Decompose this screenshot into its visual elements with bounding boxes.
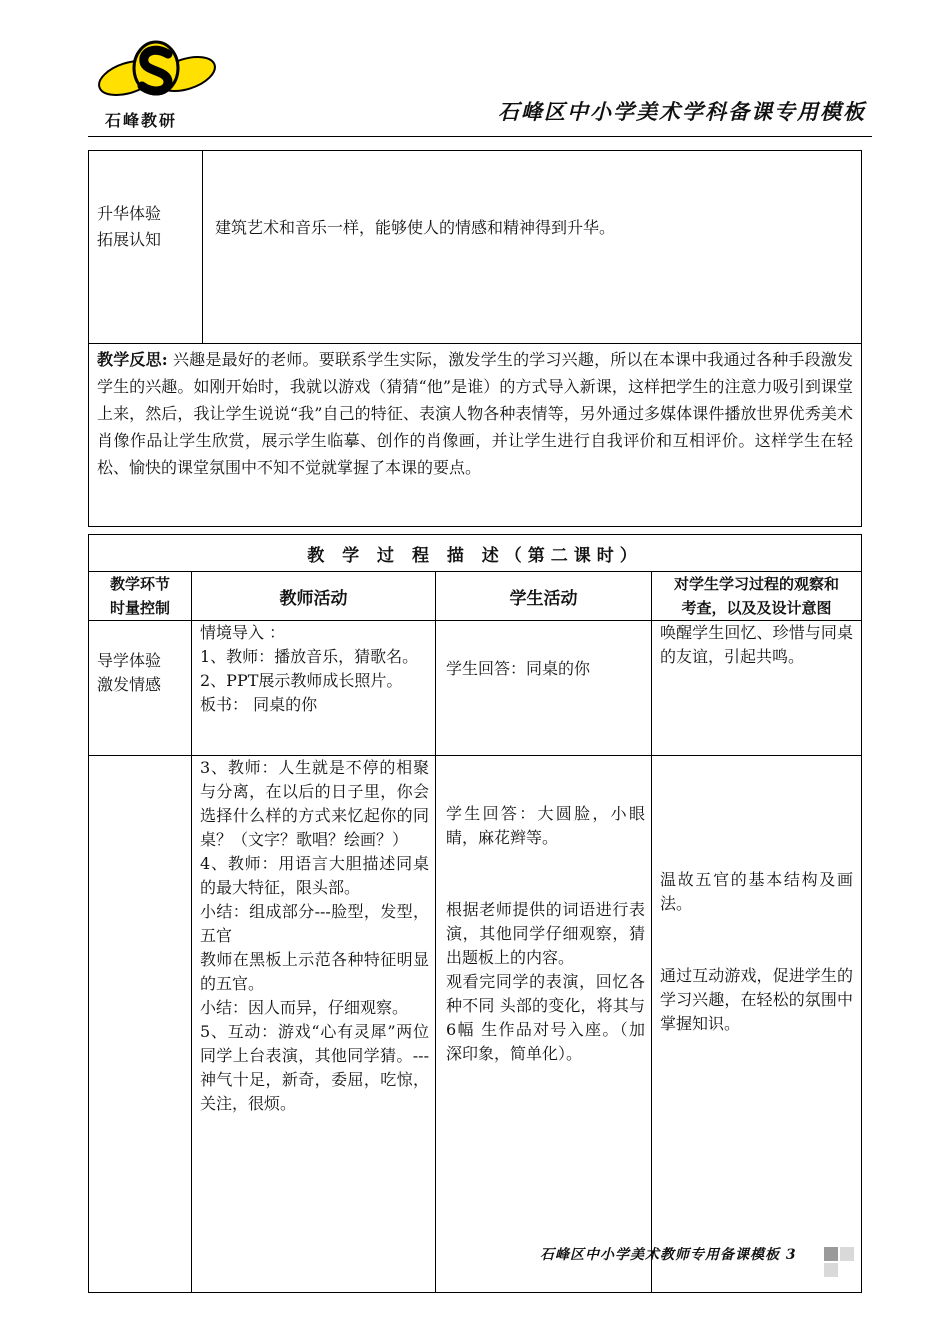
footer-square-icon (840, 1247, 854, 1261)
footer-square-icon (824, 1247, 838, 1261)
header-stage: 教学环节 时量控制 (89, 572, 192, 621)
logo-text: 石峰教研 (105, 111, 178, 130)
row1-teacher: 情境导入 ： 1、教师：播放音乐，猜歌名。 2、PPT展示教师成长照片。 板书： 同桌的你 (192, 621, 436, 756)
row1-student: 学生回答：同桌的你 (436, 621, 652, 756)
header-teacher: 教师活动 (192, 572, 436, 621)
stage-label: 升华体验 拓展认知 (89, 151, 203, 344)
header-rule (88, 136, 872, 137)
footer-square-icon (824, 1263, 838, 1277)
row2-student: 学生回答：大圆脸，小眼睛，麻花辫等。 根据老师提供的词语进行表演，其他同学仔细观察，猜出题板上的内容。 观看完同学的表演，回忆各种不同 头部的变化，将其与6幅 生作品对号入座。（加深印象，简单化）。 (436, 756, 652, 1293)
row2-teacher: 3、教师：人生就是不停的相聚与分离，在以后的日子里，你会选择什么样的方式来忆起你的同桌？（文字？歌唱？绘画？） 4、教师：用语言大胆描述同桌的最大特征，限头部。 小结：组成部分---脸型，发型， 五官 教师在黑板上示范各种特征明显的五官。 小结：因人而异，仔细观察。 5、互动：游戏“心有灵犀”两位同学上台表演，其他同学猜。---神气十足，新奇，委屈，吃惊，关注，很烦。 (192, 756, 436, 1293)
row2-stage (89, 756, 192, 1293)
reflection-cell (89, 344, 862, 527)
reflection-label: 教学反思: (97, 350, 168, 369)
table-row (89, 756, 862, 1293)
process-title: 教 学 过 程 描 述（第二课时） (89, 535, 862, 572)
process-title-row (89, 535, 862, 572)
footer-text: 石峰区中小学美术教师专用备课模板 (540, 1247, 780, 1263)
reflection-row (89, 344, 862, 527)
header-student: 学生活动 (436, 572, 652, 621)
reflection-text: 兴趣是最好的老师。要联系学生实际，激发学生的学习兴趣，所以在本课中我通过各种手段激发学生的兴趣。如刚开始时，我就以游戏（猜猜“他”是谁）的方式导入新课，这样把学生的注意力吸引到课堂上来，然后，我让学生说说“我”自己的特征、表演人物各种表情等，另外通过多媒体课件播放世界优秀美术肖像作品让学生欣赏，展示学生临摹、创作的肖像画，并让学生进行自我评价和互相评价。这样学生在轻松、愉快的课堂氛围中不知不觉就掌握了本课的要点。 (97, 350, 853, 477)
row2-observe: 温故五官的基本结构及画法。 通过互动游戏，促进学生的学习兴趣，在轻松的氛围中掌握知识。 (652, 756, 862, 1293)
header-title: 石峰区中小学美术学科备课专用模板 (498, 99, 866, 124)
header-row (89, 572, 862, 621)
table-row (89, 621, 862, 756)
footer (540, 1244, 797, 1264)
header-observe: 对学生学习过程的观察和 考查，以及及设计意图 (652, 572, 862, 621)
page-number: 3 (785, 1247, 797, 1263)
stage-content: 建筑艺术和音乐一样，能够使人的情感和精神得到升华。 (203, 151, 862, 344)
row1-observe: 唤醒学生回忆、珍惜与同桌的友谊，引起共鸣。 (652, 621, 862, 756)
reflection-table (88, 150, 862, 527)
row1-stage: 导学体验 激发情感 (89, 621, 192, 756)
process-table (88, 534, 862, 1293)
stage-row (89, 151, 862, 344)
